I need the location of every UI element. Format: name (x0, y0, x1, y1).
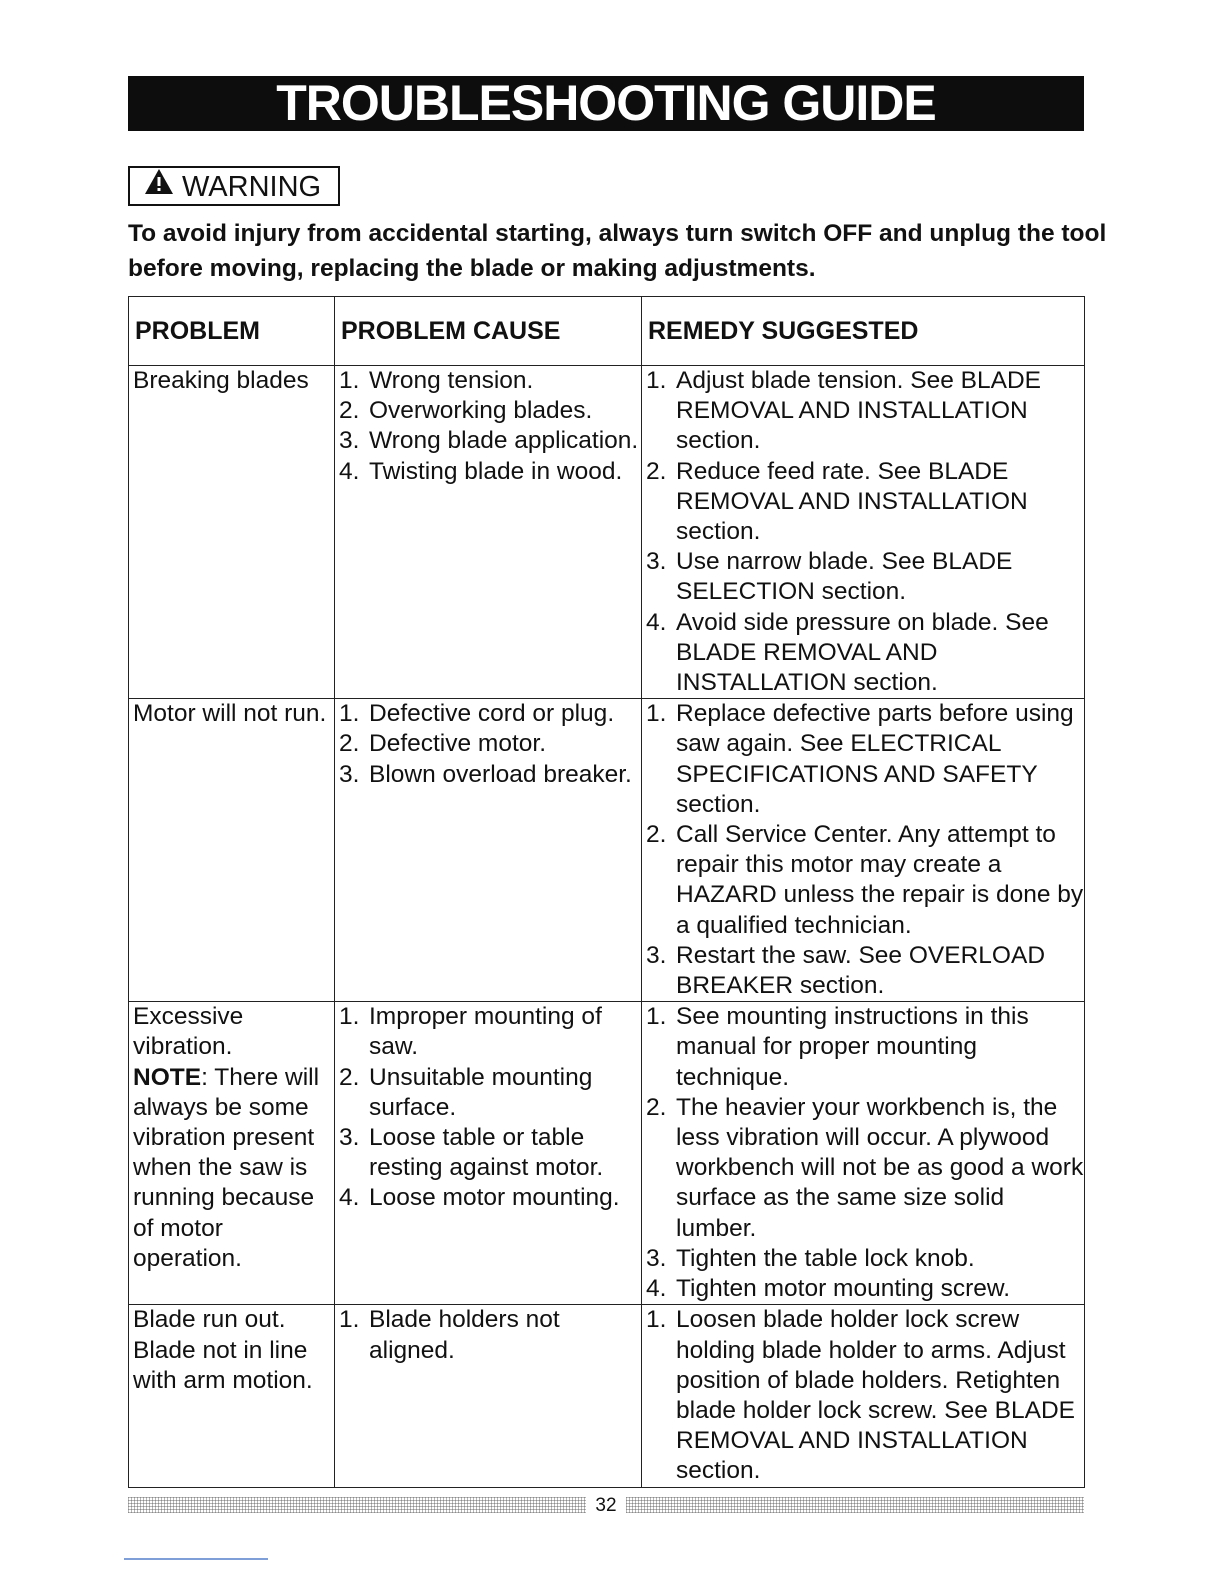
list-item-text: Wrong tension. (369, 367, 534, 394)
list-item (646, 941, 1084, 1001)
list-item-text: Improper mounting of saw. (369, 1003, 602, 1061)
list-item-number: 3. (646, 941, 667, 969)
list-item-number: 2. (646, 821, 667, 849)
list-item (646, 699, 1084, 820)
list-item (339, 426, 641, 456)
list-item (339, 1002, 641, 1062)
warning-text: To avoid injury from accidental starting, always turn switch OFF and unplug the tool before moving, replacing the blade or making adjustments. (128, 220, 1107, 282)
list-item-text: Overworking blades. (369, 397, 593, 425)
troubleshooting-table (128, 296, 1085, 1488)
list-item-text: Adjust blade tension. See BLADE REMOVAL AND INSTALLATION section. (676, 367, 1042, 455)
list-item (339, 1183, 641, 1213)
list-item-number: 3. (339, 760, 360, 788)
problem-cell (129, 699, 335, 1002)
header-problem-cause: PROBLEM CAUSE (335, 297, 642, 366)
problem-text: Breaking blades (133, 367, 309, 394)
accent-line (124, 1558, 268, 1560)
list-item-text: Loose table or table resting against motor. (369, 1124, 604, 1182)
list-item-text: Use narrow blade. See BLADE SELECTION section. (676, 548, 1013, 606)
list-item-number: 1. (646, 1003, 667, 1031)
list-item (339, 1123, 641, 1183)
list-item (339, 760, 641, 790)
list-item-number: 1. (646, 700, 667, 728)
list-item (646, 457, 1084, 548)
list-item-number: 3. (339, 427, 360, 455)
list-item-text: Restart the saw. See OVERLOAD BREAKER section. (676, 941, 1046, 1000)
problem-cell (129, 1002, 335, 1305)
cause-cell (335, 1002, 642, 1305)
list-item-text: Avoid side pressure on blade. See BLADE REMOVAL AND INSTALLATION section. (676, 608, 1049, 697)
problem-cell (129, 366, 335, 699)
list-item-number: 2. (339, 397, 360, 425)
list-item-number: 4. (646, 1275, 667, 1303)
list-item-text: Tighten motor mounting screw. (676, 1275, 1011, 1303)
note-label: NOTE (133, 1063, 202, 1091)
footer-stipple-left (128, 1497, 586, 1513)
page-number: 32 (595, 1495, 617, 1516)
page-footer (128, 1494, 1084, 1518)
list-item-text: The heavier your workbench is, the less vibration will occur. A plywood workbench will not be as good a work surface as the same size solid lumber. (676, 1093, 1084, 1242)
list-item (646, 1305, 1084, 1486)
table-row (129, 366, 1085, 699)
cause-cell (335, 699, 642, 1002)
list-item-text: Wrong blade application. (369, 427, 639, 455)
list-item-number: 4. (339, 457, 360, 485)
list-item-text: Blown overload breaker. (369, 760, 632, 788)
list-item-number: 1. (339, 367, 360, 394)
list-item-text: Defective cord or plug. (369, 700, 615, 728)
list-item-number: 1. (339, 700, 360, 728)
list-item (646, 1002, 1084, 1093)
list-item-text: See mounting instructions in this manual for proper mounting technique. (676, 1003, 1029, 1091)
list-item (646, 1093, 1084, 1244)
list-item (339, 699, 641, 729)
table-row (129, 699, 1085, 1002)
list-item (339, 396, 641, 426)
list-item-number: 2. (646, 1093, 667, 1121)
list-item-text: Defective motor. (369, 730, 547, 758)
list-item-number: 2. (646, 457, 667, 485)
list-item-text: Tighten the table lock knob. (676, 1244, 975, 1272)
list-item-number: 4. (646, 608, 667, 636)
list-item-text: Twisting blade in wood. (369, 457, 623, 485)
problem-text: Blade run out. (133, 1306, 286, 1334)
list-item (339, 457, 641, 487)
list-item-number: 2. (339, 1063, 360, 1091)
remedy-cell (642, 699, 1085, 1002)
warning-label: WARNING (182, 171, 322, 203)
list-item (339, 1063, 641, 1123)
list-item-text: Call Service Center. Any attempt to repair this motor may create a HAZARD unless the repair is done by a qualified technician. (676, 821, 1084, 939)
remedy-cell (642, 1002, 1085, 1305)
problem-cell (129, 1305, 335, 1487)
page-title: TROUBLESHOOTING GUIDE (128, 76, 1084, 131)
list-item-text: Reduce feed rate. See BLADE REMOVAL AND INSTALLATION section. (676, 457, 1028, 546)
list-item-number: 1. (339, 1003, 360, 1031)
list-item-text: Blade holders not aligned. (369, 1306, 560, 1364)
list-item-text: Unsuitable mounting surface. (369, 1063, 593, 1121)
cause-cell (335, 366, 642, 699)
list-item (646, 1244, 1084, 1274)
warning-triangle-icon (144, 167, 174, 205)
remedy-cell (642, 1305, 1085, 1487)
problem-text: Motor will not run. (133, 700, 327, 728)
list-item (646, 608, 1084, 699)
list-item-number: 3. (646, 1244, 667, 1272)
table-row (129, 1002, 1085, 1305)
list-item-text: Loosen blade holder lock screw holding blade holder to arms. Adjust position of blade holders. Retighten blade holder lock screw. See BLADE REMOVAL AND INSTALLATION section. (676, 1306, 1076, 1485)
note-text (133, 1064, 319, 1272)
list-item (646, 820, 1084, 941)
list-item (339, 729, 641, 759)
list-item-number: 2. (339, 730, 360, 758)
header-problem: PROBLEM (129, 297, 335, 366)
cause-cell (335, 1305, 642, 1487)
list-item-number: 1. (646, 367, 667, 394)
remedy-cell (642, 366, 1085, 699)
list-item-number: 3. (339, 1124, 360, 1152)
list-item (339, 366, 641, 396)
list-item-number: 1. (339, 1306, 360, 1334)
list-item (646, 547, 1084, 607)
list-item (339, 1305, 641, 1365)
list-item (646, 1274, 1084, 1304)
list-item-text: Loose motor mounting. (369, 1184, 620, 1212)
list-item-number: 1. (646, 1306, 667, 1334)
list-item-text: Replace defective parts before using saw again. See ELECTRICAL SPECIFICATIONS AND SAFETY section. (676, 700, 1074, 818)
table-header-row (129, 297, 1085, 366)
problem-text: Excessive vibration. (133, 1003, 244, 1061)
list-item-number: 3. (646, 548, 667, 576)
list-item-number: 4. (339, 1184, 360, 1212)
footer-stipple-right (626, 1497, 1084, 1513)
list-item (646, 366, 1084, 457)
problem-text: Blade not in line with arm motion. (133, 1336, 313, 1394)
header-remedy-suggested: REMEDY SUGGESTED (642, 297, 1085, 366)
note-body: : There will always be some vibration present when the saw is running because of motor operation. (133, 1063, 320, 1272)
table-row (129, 1305, 1085, 1487)
warning-label-box (128, 166, 340, 206)
